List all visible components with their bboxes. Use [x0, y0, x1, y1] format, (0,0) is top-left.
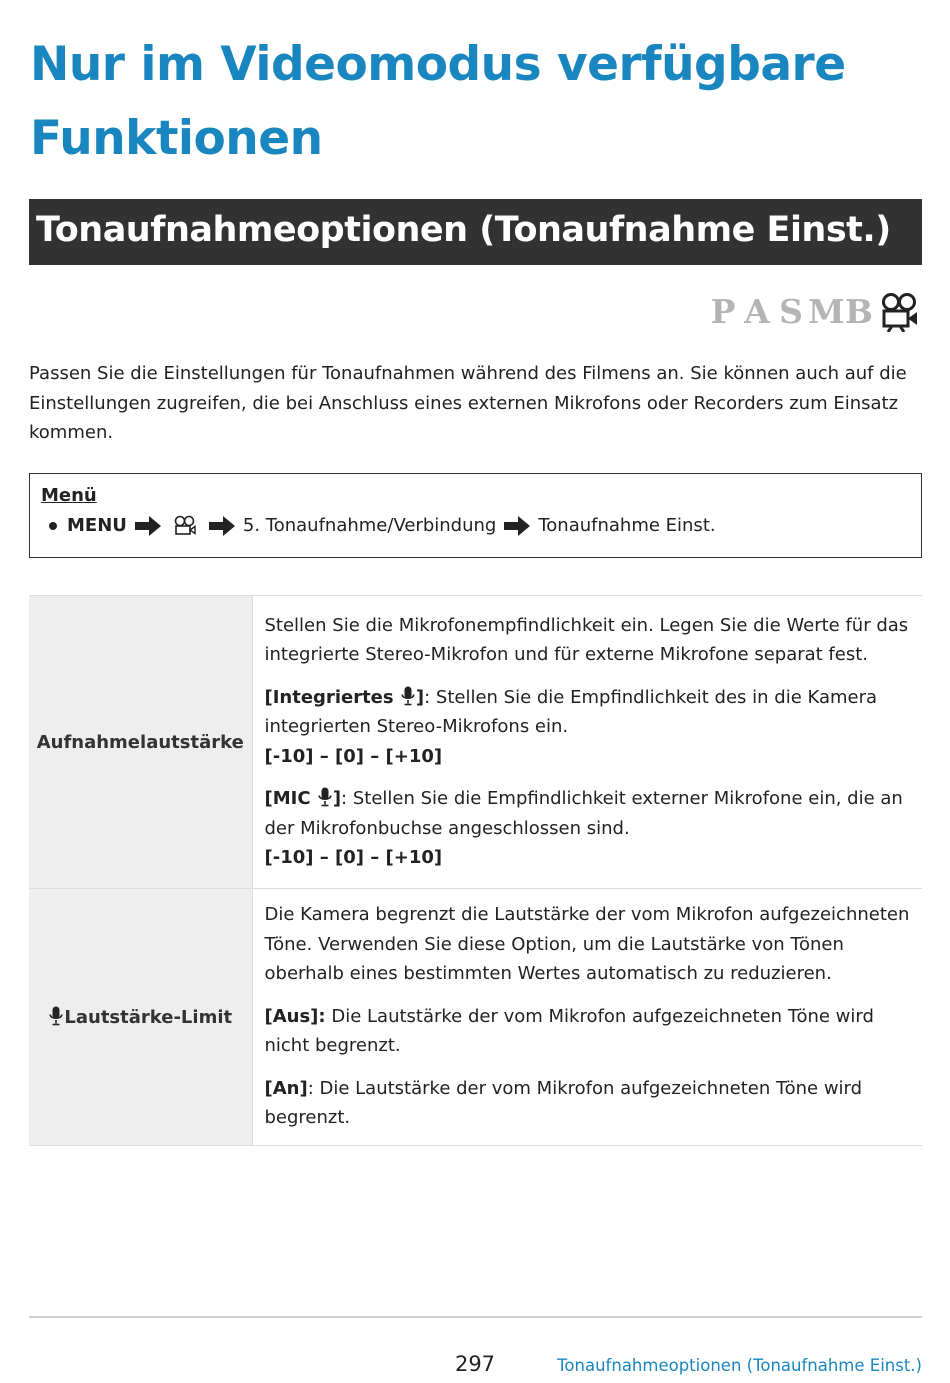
intro-paragraph: Passen Sie die Einstellungen für Tonaufnahmen während des Filmens an. Sie können auch auf die Einstellungen zugreifen, die bei Anschluss eines externen Mikrofons oder Recorders zum Einsatz kommen.	[29, 363, 907, 443]
option-text: : Stellen Sie die Empfindlichkeit externer Mikrofone ein, die an der Mikrofonbuchse angeschlossen sind.	[264, 788, 903, 839]
bullet	[49, 522, 57, 530]
mode-m: M	[808, 292, 845, 331]
option-text: Die Lautstärke der vom Mikrofon aufgezeichneten Töne wird nicht begrenzt.	[264, 1005, 874, 1057]
menu-heading: Menü	[41, 485, 97, 506]
option-mic	[265, 784, 913, 873]
option-key-end: ]	[415, 686, 425, 708]
option-integrated	[265, 683, 913, 772]
arrow-right-icon	[209, 516, 235, 536]
row-label	[29, 889, 252, 1146]
option-off	[265, 1002, 913, 1061]
row-intro: Die Kamera begrenzt die Lautstärke der vom Mikrofon aufgezeichneten Töne. Verwenden Sie diese Option, um die Lautstärke von Tönen oberhalb eines bestimmten Wertes automatisch zu reduzieren.	[264, 904, 910, 985]
menu-item: Tonaufnahme Einst.	[538, 515, 716, 536]
settings-table	[29, 595, 922, 1146]
row-description	[252, 596, 922, 889]
movie-menu-icon	[173, 515, 197, 537]
option-key: [Integriertes	[264, 686, 400, 708]
menu-box	[29, 473, 922, 558]
option-range: [-10] – [0] – [+10]	[264, 847, 443, 868]
footer-section-link[interactable]: Tonaufnahmeoptionen (Tonaufnahme Einst.)	[557, 1356, 922, 1375]
page-number: 297	[454, 1352, 496, 1376]
arrow-right-icon	[135, 516, 161, 536]
row-description	[252, 889, 922, 1146]
table-row	[29, 596, 922, 889]
mode-p: P	[710, 292, 736, 331]
microphone-icon	[318, 787, 332, 807]
arrow-right-icon	[504, 516, 530, 536]
table-row	[29, 889, 922, 1146]
chapter-title: Nur im Videomodus verfügbare Funktionen	[30, 37, 846, 166]
option-key: [An]	[264, 1077, 308, 1099]
shooting-modes	[706, 292, 920, 332]
row-label-text: Lautstärke-Limit	[64, 1007, 233, 1028]
section-title: Tonaufnahmeoptionen (Tonaufnahme Einst.)	[29, 199, 922, 265]
microphone-icon	[401, 686, 415, 706]
menu-step: 5. Tonaufnahme/Verbindung	[242, 515, 497, 536]
mode-b: B	[845, 292, 873, 331]
row-label: Aufnahmelautstärke	[29, 596, 252, 889]
option-range: [-10] – [0] – [+10]	[264, 745, 443, 767]
row-intro: Stellen Sie die Mikrofonempfindlichkeit ein. Legen Sie die Werte für das integrierte Stereo-Mikrofon und für externe Mikrofone separat fest.	[264, 614, 909, 665]
microphone-icon	[49, 1006, 63, 1026]
option-key-end: ]	[332, 788, 342, 809]
option-text: : Die Lautstärke der vom Mikrofon aufgezeichneten Töne wird begrenzt.	[264, 1077, 863, 1129]
option-text: : Stellen Sie die Empfindlichkeit des in die Kamera integrierten Stereo-Mikrofons ein.	[264, 686, 878, 737]
footer-divider	[29, 1316, 922, 1318]
mode-s: S	[779, 292, 803, 331]
option-on	[265, 1074, 913, 1133]
mode-a: A	[744, 292, 770, 331]
menu-key: MENU	[67, 515, 127, 536]
menu-path	[41, 509, 910, 543]
movie-camera-icon	[880, 292, 920, 332]
option-key: [Aus]:	[264, 1005, 326, 1027]
option-key: [MIC	[264, 788, 317, 809]
